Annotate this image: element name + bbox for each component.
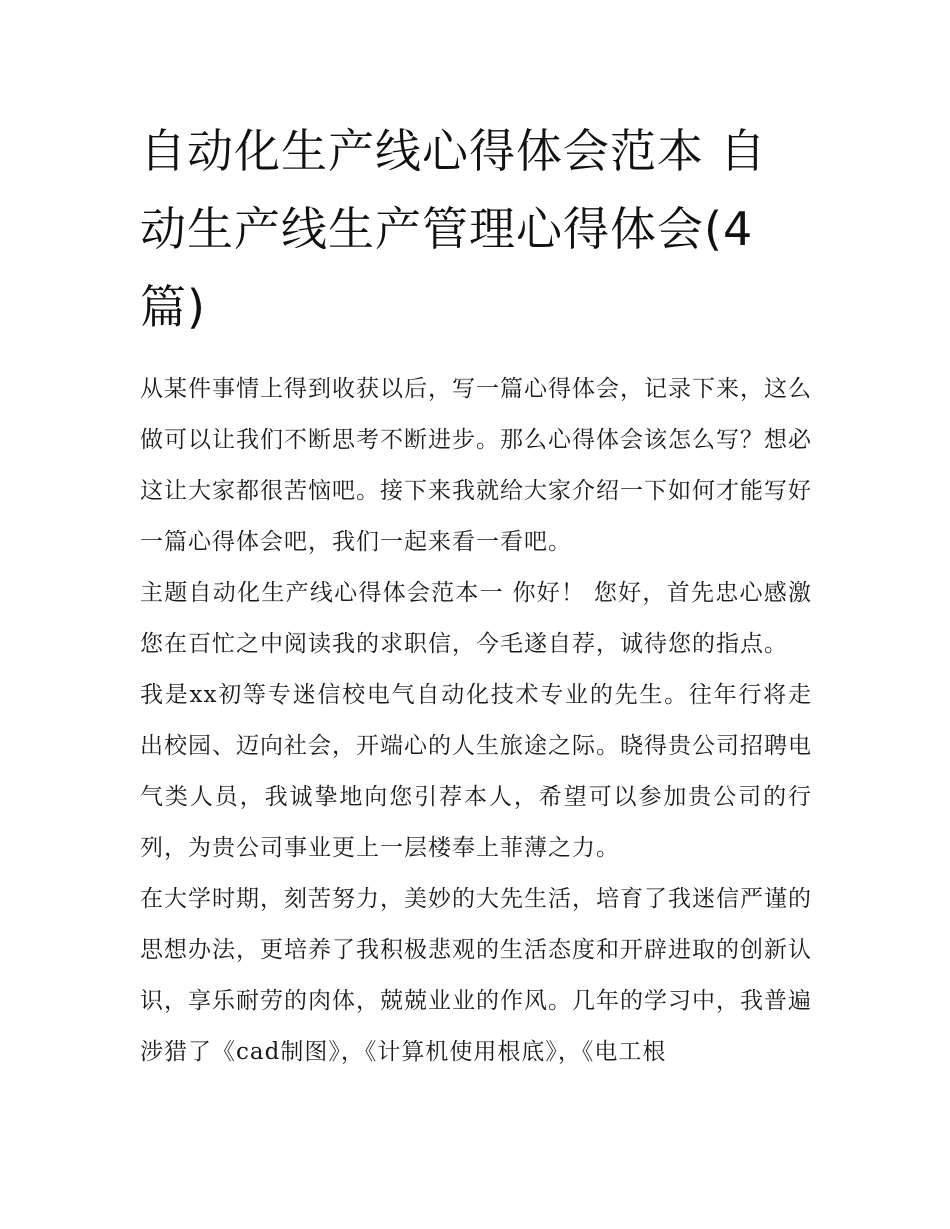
document-body [140, 112, 812, 1078]
paragraph-university: 在大学时期，刻苦努力，美妙的大先生活，培育了我迷信严谨的思想办法，更培养了我积极悲观的生活态度和开辟进取的创新认识，享乐耐劳的肉体，兢兢业业的作风。几年的学习中，我普遍涉猎了《cad制图》，《计算机使用根底》，《电工根 [140, 886, 812, 1065]
paragraph-greeting: 主题自动化生产线心得体会范本一 你好！ 您好，首先忠心感激您在百忙之中阅读我的求职信，今毛遂自荐，诚待您的指点。 [140, 580, 812, 657]
paragraph-self-intro: 我是xx初等专迷信校电气自动化技术专业的先生。往年行将走出校园、迈向社会，开端心的人生旅途之际。晓得贵公司招聘电气类人员，我诚挚地向您引荐本人，希望可以参加贵公司的行列，为贵公司事业更上一层楼奉上菲薄之力。 [140, 682, 812, 861]
paragraph-intro: 从某件事情上得到收获以后，写一篇心得体会，记录下来，这么做可以让我们不断思考不断进步。那么心得体会该怎么写？想必这让大家都很苦恼吧。接下来我就给大家介绍一下如何才能写好一篇心得体会吧，我们一起来看一看吧。 [140, 376, 812, 555]
document-title: 自动化生产线心得体会范本 自动生产线生产管理心得体会(4篇) [140, 124, 767, 334]
